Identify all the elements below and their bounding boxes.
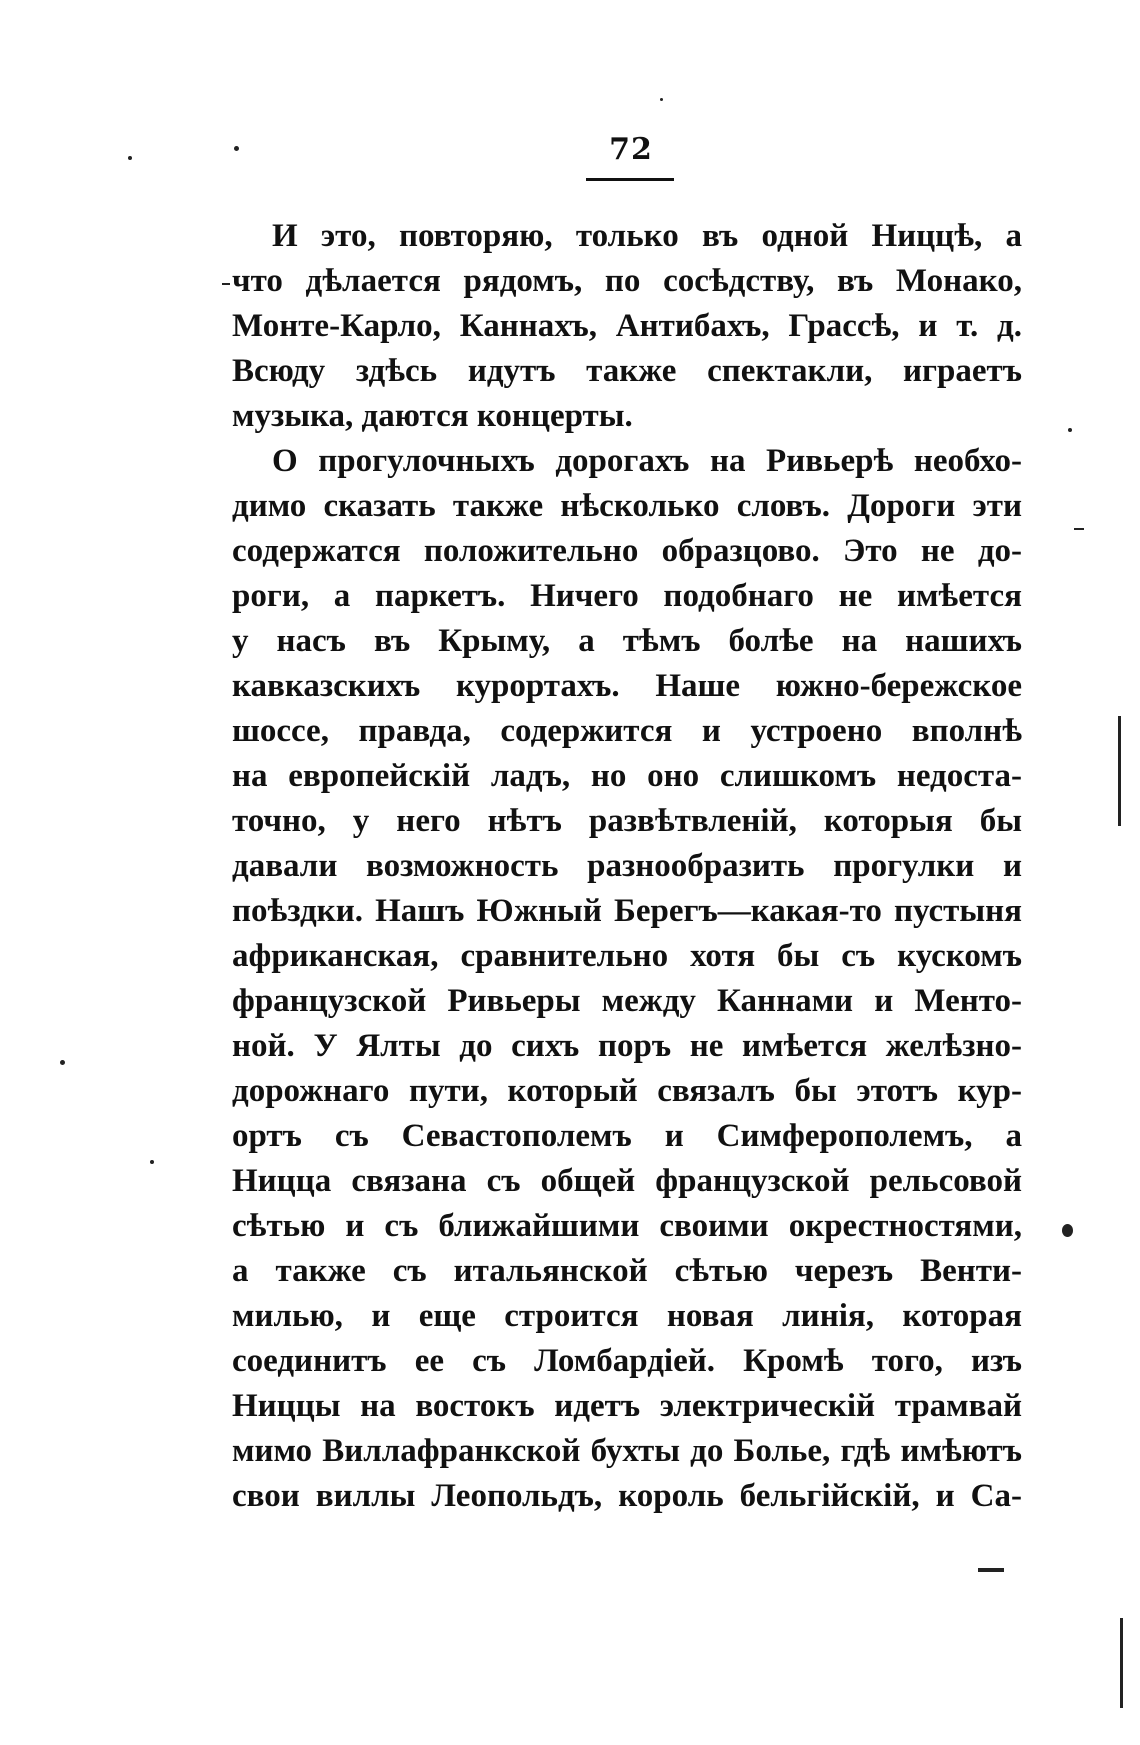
scan-speck [150, 1160, 154, 1164]
text-line: точно, у него нѣтъ развѣтвленій, которыя бы [232, 803, 1022, 839]
scan-edge-mark [1118, 716, 1121, 826]
scan-speck [128, 156, 132, 160]
text-line: что дѣлается рядомъ, по сосѣдству, въ Монако, [232, 263, 1022, 299]
text-line: димо сказать также нѣсколько словъ. Дороги эти [232, 488, 1022, 524]
text-line: африканская, сравнительно хотя бы съ кускомъ [232, 938, 1022, 974]
scan-edge-mark [1120, 1618, 1123, 1708]
scan-speck [1062, 1224, 1073, 1237]
text-line: О прогулочныхъ дорогахъ на Ривьерѣ необхо- [272, 443, 1022, 479]
text-line: милью, и еще строится новая линія, которая [232, 1298, 1022, 1334]
body-text [232, 214, 1022, 1519]
text-line: свои виллы Леопольдъ, король бельгійскій, и Са- [232, 1478, 1022, 1514]
text-line: шоссе, правда, содержится и устроено вполнѣ [232, 713, 1022, 749]
text-line: сѣтью и съ ближайшими своими окрестностями, [232, 1208, 1022, 1244]
text-line: Всюду здѣсь идутъ также спектакли, играетъ [232, 353, 1022, 389]
text-line: ортъ съ Севастополемъ и Симферополемъ, а [232, 1118, 1022, 1154]
text-line: ной. У Ялты до сихъ поръ не имѣется желѣзно- [232, 1028, 1022, 1064]
text-line: французской Ривьеры между Каннами и Менто- [232, 983, 1022, 1019]
text-line: дорожнаго пути, который связалъ бы этотъ кур- [232, 1073, 1022, 1109]
text-line: содержатся положительно образцово. Это не до- [232, 533, 1022, 569]
text-line: Монте-Карло, Каннахъ, Антибахъ, Грассѣ, и т. д. [232, 308, 1022, 344]
scan-speck [660, 98, 663, 101]
page-number: 72 [609, 132, 653, 167]
text-line: у насъ въ Крыму, а тѣмъ болѣе на нашихъ [232, 623, 1022, 659]
scan-edge-mark [222, 283, 230, 285]
text-line: Ницца связана съ общей французской рельсовой [232, 1163, 1022, 1199]
text-line: роги, а паркетъ. Ничего подобнаго не имѣется [232, 578, 1022, 614]
scan-edge-mark [1074, 528, 1084, 530]
text-line: давали возможность разнообразить прогулки и [232, 848, 1022, 884]
scan-edge-mark [978, 1568, 1004, 1572]
scan-speck [1068, 428, 1072, 432]
page-number-rule [586, 178, 674, 181]
paragraph-2 [232, 439, 1022, 1519]
text-line: И это, повторяю, только въ одной Ниццѣ, а [272, 218, 1022, 254]
text-line: музыка, даются концерты. [232, 398, 633, 434]
text-line: а также съ итальянской сѣтью черезъ Венти- [232, 1253, 1022, 1289]
text-line: мимо Виллафранкской бухты до Болье, гдѣ имѣютъ [232, 1433, 1022, 1469]
text-line: соединитъ ее съ Ломбардіей. Кромѣ того, изъ [232, 1343, 1022, 1379]
scan-speck [60, 1060, 65, 1065]
scan-speck [234, 146, 239, 151]
text-line: Ниццы на востокъ идетъ электрическій трамвай [232, 1388, 1022, 1424]
text-line: на европейскій ладъ, но оно слишкомъ недоста- [232, 758, 1022, 794]
text-line: кавказскихъ курортахъ. Наше южно-бережское [232, 668, 1022, 704]
text-line: поѣздки. Нашъ Южный Берегъ—какая-то пустыня [232, 893, 1022, 929]
paragraph-1 [232, 214, 1022, 439]
